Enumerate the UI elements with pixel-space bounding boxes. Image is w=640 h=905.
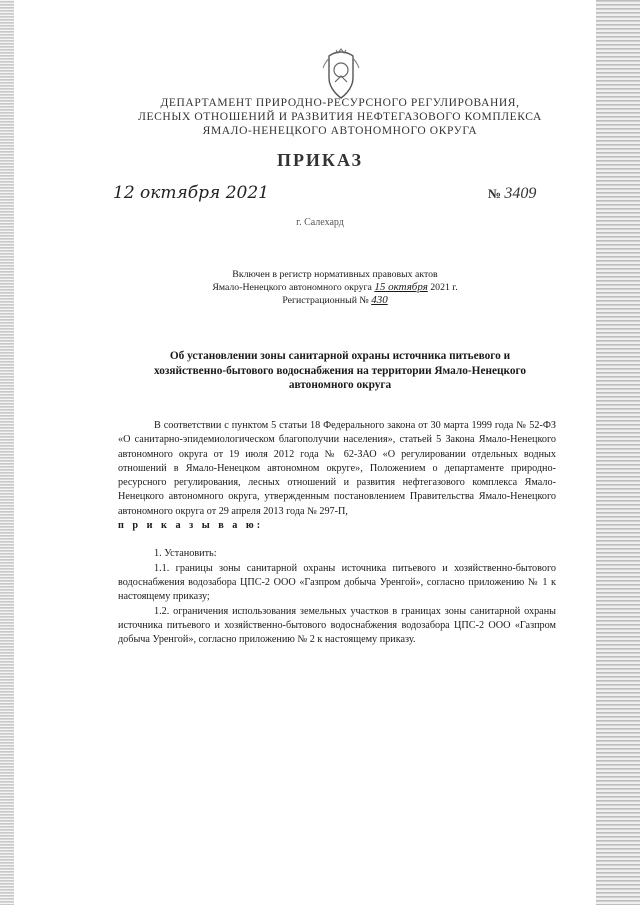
subject-line-2: хозяйственно-бытового водоснабжения на территории Ямало-Ненецкого [153, 364, 527, 377]
register-line-3 [170, 294, 500, 307]
register-number: 430 [371, 294, 388, 306]
department-header [110, 96, 570, 138]
register-region: Ямало-Ненецкого автономного округа [212, 282, 372, 293]
city: г. Салехард [296, 217, 344, 228]
register-date: 15 октября [374, 281, 428, 293]
scan-edge-left [0, 0, 14, 905]
subject-line-1: Об установлении зоны санитарной охраны источника питьевого и [169, 350, 511, 362]
number-value: 3409 [504, 185, 537, 202]
header-line-2: ЛЕСНЫХ ОТНОШЕНИЙ И РАЗВИТИЯ НЕФТЕГАЗОВОГО КОМПЛЕКСА [138, 111, 542, 123]
header-line-3: ЯМАЛО-НЕНЕЦКОГО АВТОНОМНОГО ОКРУГА [202, 125, 478, 137]
register-number-label: Регистрационный № [282, 295, 369, 306]
register-year: 2021 г. [430, 282, 458, 293]
order-title: ПРИКАЗ [276, 150, 364, 170]
body-preamble: В соответствии с пунктом 5 статьи 18 Федерального закона от 30 марта 1999 года № 52-ФЗ «О санитарно-эпидемиологическом благополучии населения», статьей 5 Закона Ямало-Ненецкого автономного округа от 19 июля 2012 года № 62-ЗАО «О регулировании отдельных водных отношений в Ямало-Ненецком автономном округе», Положением о департаменте природно-ресурсного регулирования, лесных отношений и развития нефтегазового комплекса Ямало-Ненецкого автономного округа, утвержденным постановлением Правительства Ямало-Ненецкого автономного округа от 29 апреля 2013 года № 297-П, [118, 420, 556, 517]
registry-stamp [170, 268, 500, 307]
scan-edge-right [596, 0, 640, 905]
order-number [488, 185, 536, 203]
register-line-2 [170, 281, 500, 294]
number-prefix: № [488, 186, 502, 201]
body-item-1-2: 1.2. ограничения использования земельных участков в границах зоны санитарной охраны источника питьевого и хозяйственно-бытового водоснабжения водозабора ЦПС-2 ООО «Газпром добыча Уренгой», согласно приложению № 2 к настоящему приказу. [118, 605, 556, 646]
body-prikazyvayu: п р и к а з ы в а ю: [118, 520, 264, 532]
body-item-1-1: 1.1. границы зоны санитарной охраны источника питьевого и хозяйственно-бытового водоснабжения водозабора ЦПС-2 ООО «Газпром добыча Уренгой», согласно приложению № 1 к настоящему приказу; [118, 562, 556, 603]
body-item-1: 1. Установить: [154, 548, 217, 560]
order-date: 12 октября 2021 [113, 183, 269, 203]
register-line-1: Включен в регистр нормативных правовых актов [232, 269, 438, 280]
order-subject [130, 349, 550, 393]
subject-line-3: автономного округа [288, 379, 392, 391]
header-line-1: ДЕПАРТАМЕНТ ПРИРОДНО-РЕСУРСНОГО РЕГУЛИРОВАНИЯ, [160, 97, 520, 109]
order-body [118, 419, 556, 647]
